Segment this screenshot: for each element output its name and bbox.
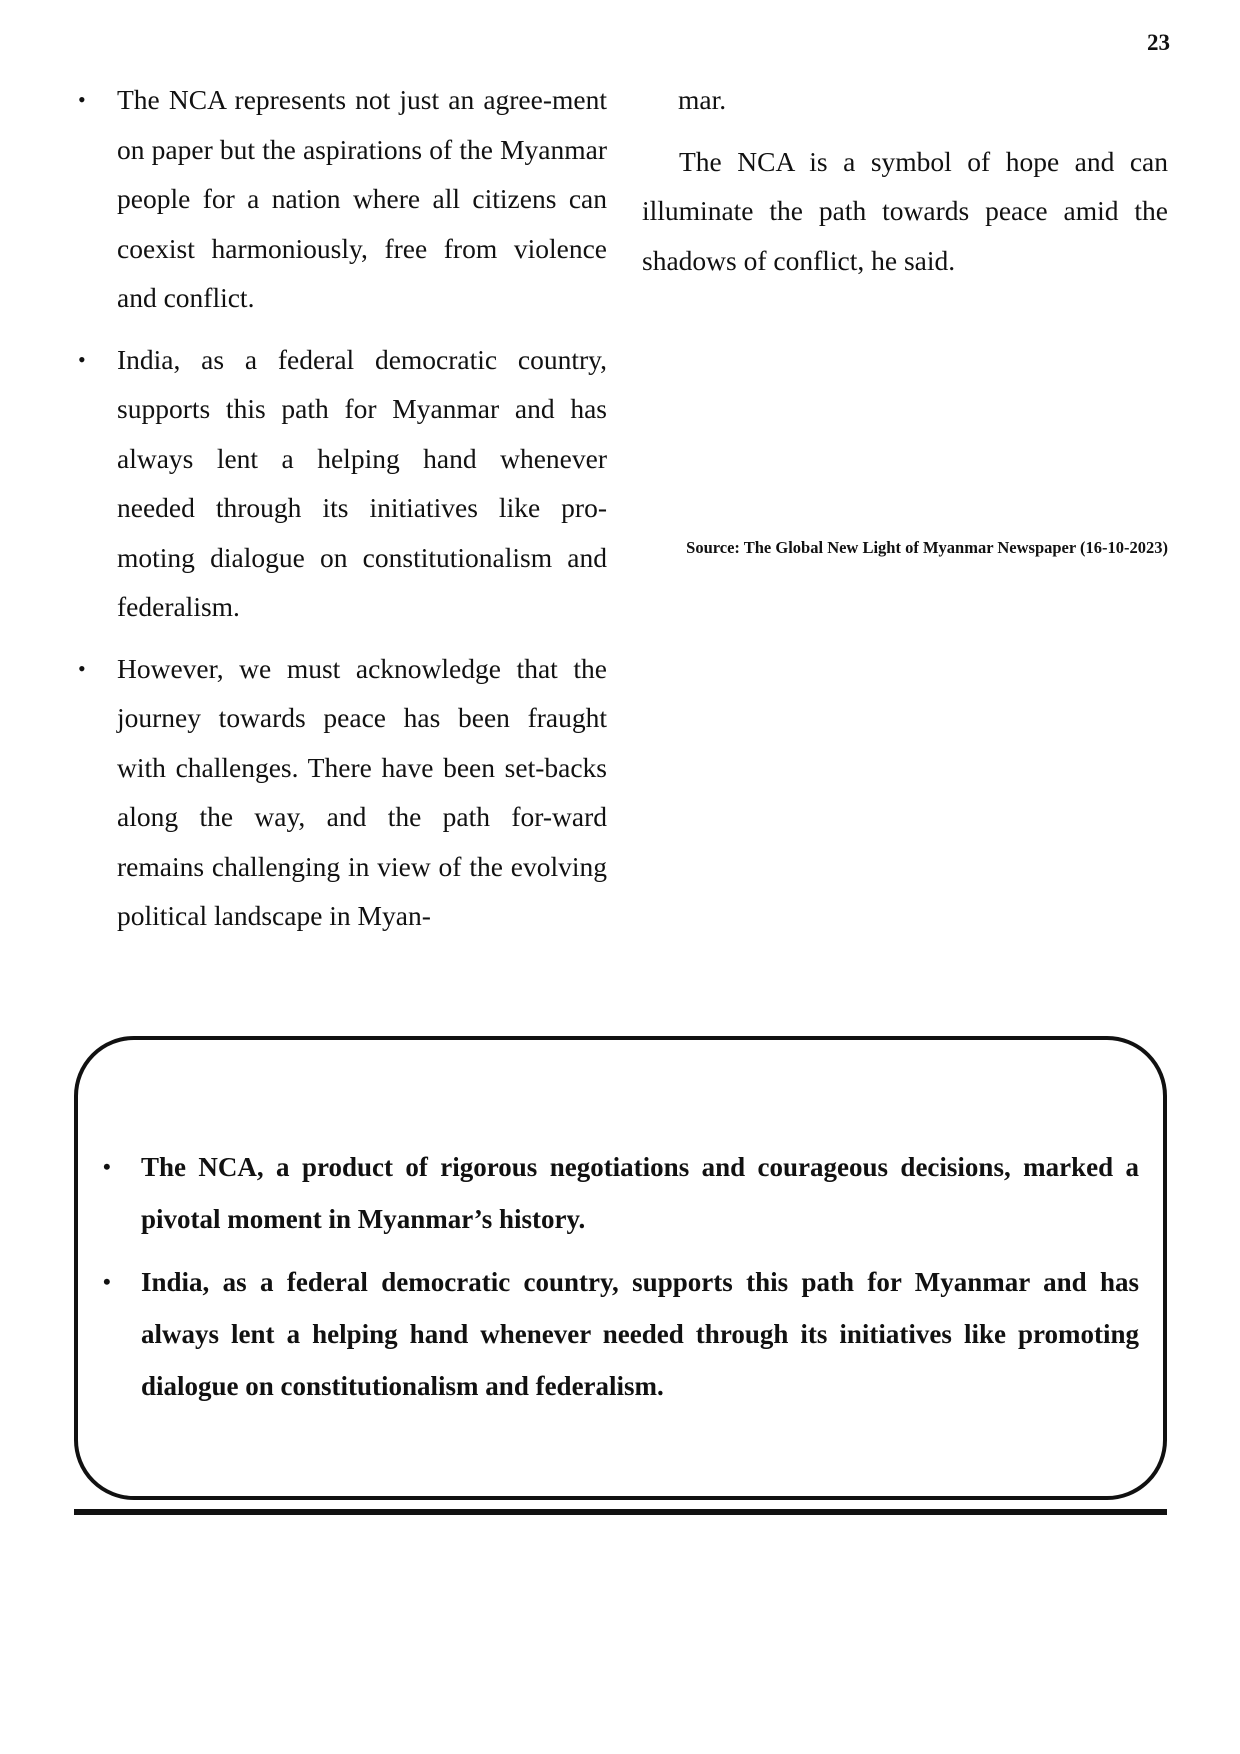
bullet-icon: •: [103, 1154, 111, 1179]
bullet-list: [72, 75, 607, 941]
highlight-item-text: India, as a federal democratic country, supports this path for Myanmar and has always lent a helping hand whenever needed through its initiatives like promoting dialogue on constitutionalism and federalism.: [141, 1267, 1139, 1401]
highlight-item-text: The NCA, a product of rigorous negotiations and courageous decisions, marked a pivotal moment in Myanmar’s history.: [141, 1152, 1139, 1234]
body-paragraph: The NCA is a symbol of hope and can illuminate the path towards peace amid the shadows of conflict, he said.: [642, 145, 1168, 276]
list-item: [72, 75, 607, 323]
bullet-icon: •: [103, 1269, 111, 1294]
highlight-item: [102, 1141, 1139, 1245]
list-item-text: India, as a federal democratic country, supports this path for Myanmar and has always lent a helping hand whenever needed through its initiatives like pro-moting dialogue on constitutionalism and federalism.: [117, 343, 607, 622]
bullet-icon: •: [78, 346, 86, 372]
source-citation: Source: The Global New Light of Myanmar Newspaper (16-10-2023): [686, 538, 1168, 557]
page-number: 23: [1147, 30, 1170, 55]
list-item-text: The NCA represents not just an agree-ment on paper but the aspirations of the Myanmar people for a nation where all citizens can coexist harmoniously, free from violence and conflict.: [117, 84, 607, 313]
highlight-bullet-list: [102, 1141, 1139, 1423]
list-item-text: However, we must acknowledge that the journey towards peace has been fraught with challenges. There have been set-backs along the way, and the path for-ward remains challenging in view of the evolving political landscape in Myan-: [117, 652, 607, 931]
highlight-item: [102, 1256, 1139, 1412]
bullet-icon: •: [78, 87, 86, 112]
highlight-box: [74, 1036, 1167, 1500]
bullet-icon: •: [78, 655, 86, 681]
list-item: [72, 644, 607, 941]
right-column: [642, 75, 1168, 285]
horizontal-rule: [74, 1509, 1167, 1515]
continued-text: mar.: [678, 84, 727, 115]
left-column: [72, 75, 607, 953]
list-item: [72, 335, 607, 632]
